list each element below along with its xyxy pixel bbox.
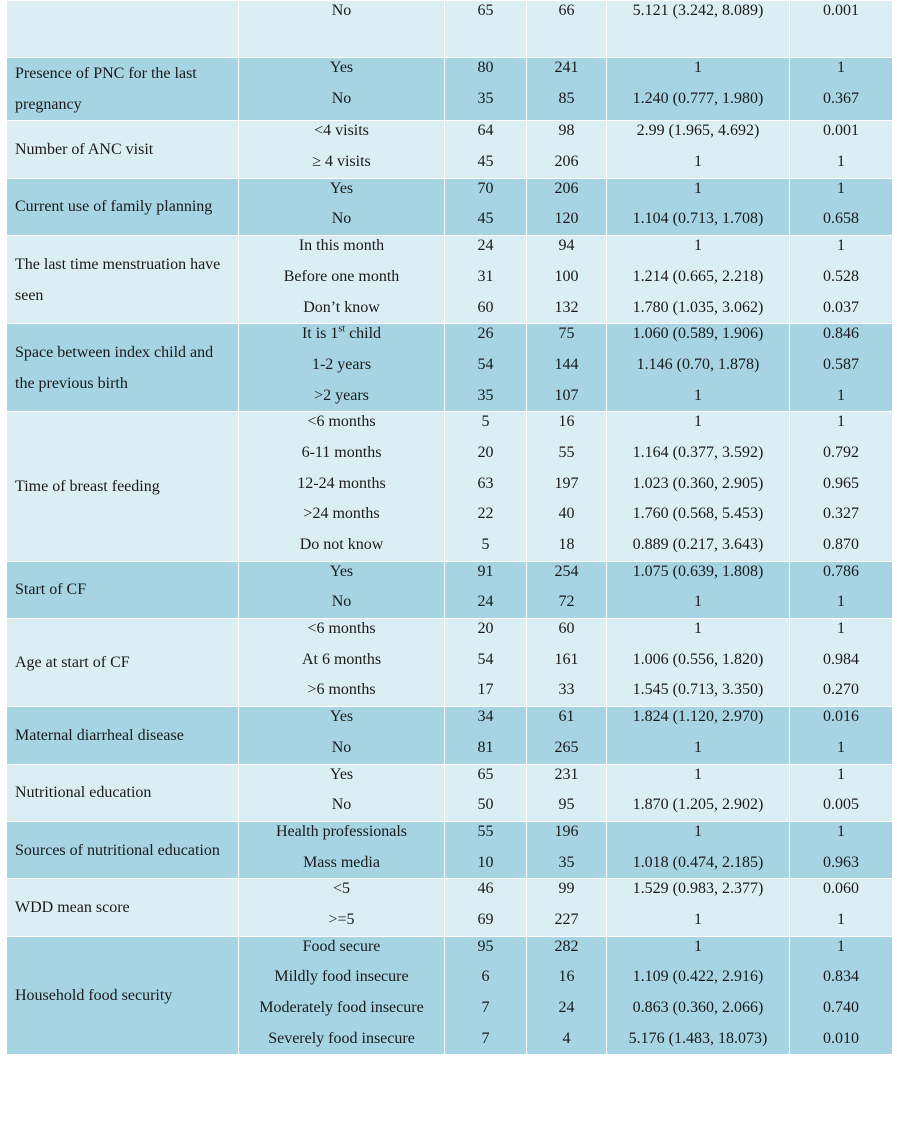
category-cell xyxy=(239,412,445,561)
p-value-cell xyxy=(790,236,893,324)
or-ci-cell xyxy=(607,236,790,324)
category-cell xyxy=(239,178,445,235)
p-value-cell xyxy=(790,58,893,121)
controls-value: 241 xyxy=(554,59,579,77)
cases-cell xyxy=(445,619,527,707)
category-value: Food secure xyxy=(302,937,381,955)
p-value-value: 0.005 xyxy=(823,796,859,814)
or-ci-value: 1 xyxy=(694,765,702,783)
variable-label: Time of breast feeding xyxy=(15,477,160,495)
category-value: No xyxy=(331,593,352,611)
p-value-cell xyxy=(790,561,893,618)
cases-cell xyxy=(445,412,527,561)
category-value: >6 months xyxy=(307,681,376,699)
table-row xyxy=(7,821,893,878)
cases-value: 35 xyxy=(477,90,494,108)
category-cell xyxy=(239,764,445,821)
controls-cell xyxy=(527,324,607,412)
or-ci-cell xyxy=(607,879,790,936)
cases-cell xyxy=(445,178,527,235)
or-ci-value: 0.863 (0.360, 2.066) xyxy=(632,999,764,1016)
cases-value: 60 xyxy=(477,298,494,316)
table-row xyxy=(7,707,893,764)
variable-label: Age at start of CF xyxy=(15,654,130,672)
or-ci-value: 1.075 (0.639, 1.808) xyxy=(632,562,764,580)
category-value: Mass media xyxy=(303,853,380,871)
cases-cell xyxy=(445,936,527,1055)
table-body xyxy=(7,1,893,1055)
variable-label: Number of ANC visit xyxy=(15,141,154,159)
category-cell xyxy=(239,324,445,412)
controls-value: 282 xyxy=(554,937,579,955)
or-ci-value: 1.545 (0.713, 3.350) xyxy=(632,681,764,699)
table-row xyxy=(7,324,893,412)
category-cell xyxy=(239,936,445,1055)
or-ci-value: 1.214 (0.665, 2.218) xyxy=(632,267,764,285)
controls-cell xyxy=(527,178,607,235)
p-value-value: 1 xyxy=(837,937,845,955)
or-ci-cell xyxy=(607,324,790,412)
variable-label: Household food security xyxy=(15,987,173,1004)
category-value: <6 months xyxy=(307,620,376,638)
category-value: Mildly food insecure xyxy=(274,968,409,986)
cases-value: 20 xyxy=(477,620,494,638)
p-value-value: 0.587 xyxy=(823,355,859,373)
controls-value: 95 xyxy=(558,796,575,814)
category-value: Moderately food insecure xyxy=(259,999,424,1016)
variable-cell xyxy=(7,324,239,412)
category-cell xyxy=(239,879,445,936)
or-ci-value: 1.824 (1.120, 2.970) xyxy=(632,708,764,726)
or-ci-value: 0.889 (0.217, 3.643) xyxy=(632,536,764,553)
or-ci-value: 5.121 (3.242, 8.089) xyxy=(632,2,764,19)
cases-value: 24 xyxy=(477,237,494,255)
table-row xyxy=(7,1,893,58)
controls-value: 100 xyxy=(554,267,579,285)
controls-value: 265 xyxy=(554,738,579,756)
or-ci-cell xyxy=(607,707,790,764)
cases-value: 46 xyxy=(477,880,494,898)
category-cell xyxy=(239,58,445,121)
or-ci-cell xyxy=(607,821,790,878)
controls-value: 196 xyxy=(554,822,579,840)
or-ci-value: 1 xyxy=(694,59,702,77)
or-ci-cell xyxy=(607,412,790,561)
variable-cell xyxy=(7,619,239,707)
cases-value: 24 xyxy=(477,593,494,611)
or-ci-value: 1 xyxy=(694,237,702,255)
category-value: <6 months xyxy=(307,413,376,431)
controls-value: 206 xyxy=(554,179,579,197)
or-ci-value: 1 xyxy=(694,413,702,431)
cases-value: 6 xyxy=(481,968,490,986)
p-value-cell xyxy=(790,121,893,178)
p-value-value: 0.001 xyxy=(823,2,859,19)
p-value-cell xyxy=(790,178,893,235)
variable-cell xyxy=(7,58,239,121)
or-ci-value: 1.529 (0.983, 2.377) xyxy=(632,880,764,898)
p-value-value: 0.016 xyxy=(823,708,859,726)
variable-cell xyxy=(7,178,239,235)
category-value: Don’t know xyxy=(303,298,380,316)
cases-cell xyxy=(445,121,527,178)
category-cell xyxy=(239,821,445,878)
table-row xyxy=(7,936,893,1055)
cases-value: 70 xyxy=(477,179,494,197)
category-value: At 6 months xyxy=(301,650,382,668)
table-row xyxy=(7,412,893,561)
p-value-value: 1 xyxy=(837,738,845,756)
p-value-value: 1 xyxy=(837,413,845,431)
p-value-value: 1 xyxy=(837,765,845,783)
cases-cell xyxy=(445,879,527,936)
cases-value: 55 xyxy=(477,822,494,840)
category-value: >=5 xyxy=(328,910,355,928)
or-ci-value: 1 xyxy=(694,153,702,171)
category-value: 6-11 months xyxy=(301,443,382,461)
controls-value: 161 xyxy=(554,650,579,668)
category-value: 12-24 months xyxy=(297,474,386,492)
or-ci-value: 1.104 (0.713, 1.708) xyxy=(632,210,764,228)
variable-cell xyxy=(7,1,239,58)
cases-value: 45 xyxy=(477,153,494,171)
cases-cell xyxy=(445,707,527,764)
p-value-value: 0.367 xyxy=(823,90,859,108)
cases-value: 69 xyxy=(477,910,494,928)
category-value: It is 1st child xyxy=(301,323,382,343)
p-value-value: 1 xyxy=(837,386,845,404)
p-value-cell xyxy=(790,936,893,1055)
cases-value: 22 xyxy=(477,505,494,523)
variable-label: Maternal diarrheal disease xyxy=(15,726,184,744)
controls-cell xyxy=(527,936,607,1055)
cases-value: 17 xyxy=(477,681,494,699)
cases-value: 35 xyxy=(477,386,494,404)
variable-label: Sources of nutritional education xyxy=(15,841,220,859)
controls-cell xyxy=(527,1,607,58)
p-value-cell xyxy=(790,821,893,878)
table-row xyxy=(7,121,893,178)
controls-cell xyxy=(527,821,607,878)
data-table xyxy=(6,0,893,1055)
p-value-cell xyxy=(790,324,893,412)
category-value: Before one month xyxy=(283,267,400,285)
variable-label: The last time menstruation have seen xyxy=(15,255,221,304)
category-value: Yes xyxy=(329,708,354,726)
controls-value: 35 xyxy=(558,853,575,871)
controls-cell xyxy=(527,764,607,821)
controls-value: 231 xyxy=(554,765,579,783)
or-ci-value: 2.99 (1.965, 4.692) xyxy=(636,122,760,140)
controls-value: 75 xyxy=(558,325,575,343)
category-value: Health professionals xyxy=(275,822,408,840)
cases-value: 91 xyxy=(477,562,494,580)
or-ci-cell xyxy=(607,936,790,1055)
p-value-value: 1 xyxy=(837,237,845,255)
table-row xyxy=(7,236,893,324)
p-value-value: 0.786 xyxy=(823,562,859,580)
variable-label: Current use of family planning xyxy=(15,198,213,216)
or-ci-value: 1 xyxy=(694,822,702,840)
table-row xyxy=(7,764,893,821)
controls-value: 206 xyxy=(554,153,579,171)
category-value: No xyxy=(331,2,352,19)
p-value-value: 0.010 xyxy=(823,1029,859,1047)
table-row xyxy=(7,619,893,707)
controls-value: 227 xyxy=(554,910,579,928)
or-ci-cell xyxy=(607,619,790,707)
p-value-value: 1 xyxy=(837,822,845,840)
category-value: No xyxy=(331,796,352,814)
or-ci-cell xyxy=(607,121,790,178)
category-value: >24 months xyxy=(303,505,380,523)
cases-value: 63 xyxy=(477,474,494,492)
variable-label: Space between index child and the previous birth xyxy=(15,343,214,392)
p-value-value: 0.963 xyxy=(823,853,859,871)
or-ci-cell xyxy=(607,178,790,235)
variable-cell xyxy=(7,821,239,878)
or-ci-value: 1.240 (0.777, 1.980) xyxy=(632,90,764,108)
cases-value: 54 xyxy=(477,355,494,373)
category-value: Do not know xyxy=(299,536,384,553)
or-ci-value: 1 xyxy=(694,386,702,404)
variable-cell xyxy=(7,764,239,821)
controls-cell xyxy=(527,707,607,764)
or-ci-value: 1.023 (0.360, 2.905) xyxy=(632,474,764,492)
cases-value: 7 xyxy=(481,1029,490,1047)
controls-value: 98 xyxy=(558,122,575,140)
variable-label: Start of CF xyxy=(15,581,87,599)
p-value-value: 0.327 xyxy=(823,505,859,523)
or-ci-value: 1.146 (0.70, 1.878) xyxy=(636,355,760,373)
table-row xyxy=(7,561,893,618)
variable-label: WDD mean score xyxy=(15,898,130,916)
or-ci-cell xyxy=(607,1,790,58)
cases-value: 81 xyxy=(477,738,494,756)
variable-cell xyxy=(7,707,239,764)
p-value-cell xyxy=(790,619,893,707)
category-value: Yes xyxy=(329,59,354,77)
table-row xyxy=(7,178,893,235)
p-value-value: 0.001 xyxy=(823,122,859,140)
controls-value: 197 xyxy=(554,474,579,492)
cases-cell xyxy=(445,764,527,821)
variable-cell xyxy=(7,236,239,324)
cases-value: 34 xyxy=(477,708,494,726)
p-value-value: 1 xyxy=(837,153,845,171)
p-value-cell xyxy=(790,879,893,936)
category-value: In this month xyxy=(298,237,385,255)
ordinal-suffix: st xyxy=(338,323,346,335)
or-ci-value: 1 xyxy=(694,937,702,955)
controls-value: 72 xyxy=(558,593,575,611)
or-ci-value: 1.164 (0.377, 3.592) xyxy=(632,443,764,461)
controls-value: 16 xyxy=(558,968,575,986)
controls-value: 16 xyxy=(558,413,575,431)
p-value-cell xyxy=(790,764,893,821)
category-value: <4 visits xyxy=(314,122,369,140)
p-value-value: 1 xyxy=(837,593,845,611)
variable-label: Presence of PNC for the last pregnancy xyxy=(15,65,197,114)
or-ci-value: 1 xyxy=(694,179,702,197)
controls-value: 107 xyxy=(554,386,579,404)
variable-label: Nutritional education xyxy=(15,784,152,802)
controls-value: 61 xyxy=(558,708,575,726)
cases-cell xyxy=(445,1,527,58)
cases-cell xyxy=(445,58,527,121)
p-value-value: 1 xyxy=(837,179,845,197)
controls-value: 254 xyxy=(554,562,579,580)
p-value-cell xyxy=(790,1,893,58)
p-value-cell xyxy=(790,412,893,561)
category-value: No xyxy=(331,90,352,108)
or-ci-value: 1.018 (0.474, 2.185) xyxy=(632,853,764,871)
cases-value: 80 xyxy=(477,59,494,77)
controls-value: 4 xyxy=(562,1029,571,1047)
controls-value: 55 xyxy=(558,443,575,461)
cases-cell xyxy=(445,561,527,618)
cases-cell xyxy=(445,324,527,412)
or-ci-cell xyxy=(607,764,790,821)
category-value: No xyxy=(331,210,352,228)
controls-value: 99 xyxy=(558,880,575,898)
or-ci-value: 5.176 (1.483, 18.073) xyxy=(628,1029,768,1047)
cases-cell xyxy=(445,236,527,324)
controls-cell xyxy=(527,236,607,324)
p-value-value: 0.834 xyxy=(823,968,859,986)
cases-value: 95 xyxy=(477,937,494,955)
p-value-value: 0.984 xyxy=(823,650,859,668)
p-value-value: 0.037 xyxy=(823,298,859,316)
category-value: Yes xyxy=(329,179,354,197)
p-value-value: 0.060 xyxy=(823,880,859,898)
category-cell xyxy=(239,236,445,324)
category-value: <5 xyxy=(332,880,351,898)
controls-value: 120 xyxy=(554,210,579,228)
p-value-value: 0.792 xyxy=(823,443,859,461)
cases-value: 7 xyxy=(481,999,490,1016)
p-value-value: 0.270 xyxy=(823,681,859,699)
cases-value: 65 xyxy=(477,765,494,783)
controls-cell xyxy=(527,121,607,178)
p-value-cell xyxy=(790,707,893,764)
controls-cell xyxy=(527,879,607,936)
controls-value: 18 xyxy=(558,536,575,553)
controls-cell xyxy=(527,561,607,618)
or-ci-cell xyxy=(607,561,790,618)
or-ci-value: 1.780 (1.035, 3.062) xyxy=(632,298,764,316)
variable-cell xyxy=(7,121,239,178)
or-ci-value: 1 xyxy=(694,620,702,638)
table-row xyxy=(7,879,893,936)
or-ci-value: 1 xyxy=(694,738,702,756)
controls-value: 66 xyxy=(558,2,575,19)
category-cell xyxy=(239,121,445,178)
variable-cell xyxy=(7,936,239,1055)
cases-value: 26 xyxy=(477,325,494,343)
variable-cell xyxy=(7,412,239,561)
cases-value: 45 xyxy=(477,210,494,228)
cases-value: 31 xyxy=(477,267,494,285)
controls-value: 40 xyxy=(558,505,575,523)
controls-cell xyxy=(527,412,607,561)
cases-value: 20 xyxy=(477,443,494,461)
or-ci-value: 1 xyxy=(694,593,702,611)
category-value: >2 years xyxy=(314,386,369,404)
p-value-value: 0.528 xyxy=(823,267,859,285)
p-value-value: 1 xyxy=(837,620,845,638)
cases-value: 50 xyxy=(477,796,494,814)
p-value-value: 1 xyxy=(837,910,845,928)
category-cell xyxy=(239,1,445,58)
controls-value: 144 xyxy=(554,355,579,373)
or-ci-value: 1.760 (0.568, 5.453) xyxy=(632,505,764,523)
or-ci-value: 1.006 (0.556, 1.820) xyxy=(632,650,764,668)
category-value: 1-2 years xyxy=(311,355,372,373)
p-value-value: 0.965 xyxy=(823,474,859,492)
controls-value: 85 xyxy=(558,90,575,108)
or-ci-value: 1.060 (0.589, 1.906) xyxy=(632,325,764,343)
cases-value: 54 xyxy=(477,650,494,668)
controls-value: 132 xyxy=(554,298,579,316)
or-ci-cell xyxy=(607,58,790,121)
controls-value: 60 xyxy=(558,620,575,638)
variable-cell xyxy=(7,561,239,618)
or-ci-value: 1 xyxy=(694,910,702,928)
category-cell xyxy=(239,707,445,764)
controls-cell xyxy=(527,58,607,121)
category-value: No xyxy=(331,738,352,756)
cases-value: 10 xyxy=(477,853,494,871)
or-ci-value: 1.109 (0.422, 2.916) xyxy=(632,968,764,986)
cases-value: 5 xyxy=(481,536,490,553)
category-cell xyxy=(239,619,445,707)
or-ci-value: 1.870 (1.205, 2.902) xyxy=(632,796,764,814)
category-value: Yes xyxy=(329,562,354,580)
category-value: Severely food insecure xyxy=(268,1029,415,1047)
category-value: ≥ 4 visits xyxy=(312,153,371,171)
controls-cell xyxy=(527,619,607,707)
p-value-value: 0.658 xyxy=(823,210,859,228)
controls-value: 24 xyxy=(558,999,575,1016)
cases-value: 5 xyxy=(481,413,490,431)
p-value-value: 0.740 xyxy=(823,999,859,1016)
p-value-value: 0.870 xyxy=(823,536,859,553)
variable-cell xyxy=(7,879,239,936)
table-row xyxy=(7,58,893,121)
p-value-value: 0.846 xyxy=(823,325,859,343)
cases-value: 64 xyxy=(477,122,494,140)
controls-value: 94 xyxy=(558,237,575,255)
cases-cell xyxy=(445,821,527,878)
controls-value: 33 xyxy=(558,681,575,699)
category-cell xyxy=(239,561,445,618)
p-value-value: 1 xyxy=(837,59,845,77)
cases-value: 65 xyxy=(477,2,494,19)
category-value: Yes xyxy=(329,765,354,783)
